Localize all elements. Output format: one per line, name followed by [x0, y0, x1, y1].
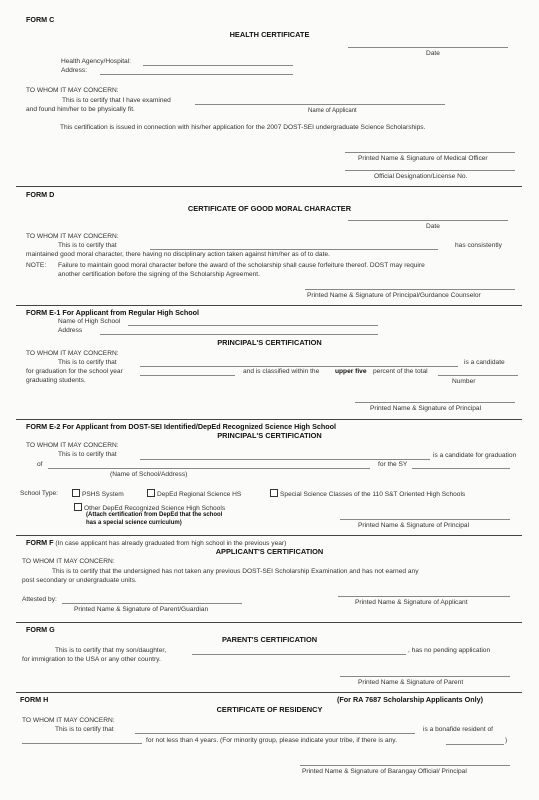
form-e1-line2-d: percent of the total — [373, 368, 428, 375]
form-e2-line1-a: This is to certify that — [58, 451, 117, 458]
form-divider — [16, 186, 522, 187]
form-d-line1-a: This is to certify that — [58, 242, 117, 249]
form-divider — [16, 305, 522, 306]
form-e2-school-caption: (Name of School/Address) — [110, 471, 188, 478]
form-e2-line1-b: is a candidate for graduation — [433, 452, 517, 459]
form-h-line2-b: ) — [505, 737, 508, 744]
regional-science-checkbox[interactable] — [147, 489, 155, 497]
form-d-date-caption: Date — [426, 223, 440, 230]
form-e1-number-caption: Number — [452, 378, 476, 385]
form-e1-address-line[interactable] — [100, 334, 378, 335]
form-d-date-line[interactable] — [348, 220, 508, 221]
form-c-line1: This is to certify that I have examined — [62, 97, 171, 104]
form-h-title: CERTIFICATE OF RESIDENCY — [216, 705, 323, 714]
form-c-sig2: Official Designation/License No. — [374, 173, 468, 180]
form-h-line1-b: is a bonafide resident of — [423, 726, 494, 733]
form-e1-number-line[interactable] — [438, 375, 518, 376]
form-d-note-line1: Failure to maintain good moral character before the award of the scholarship shall cause forfeiture thereof. DOST may require — [58, 262, 425, 269]
form-e1-name-line[interactable] — [140, 366, 458, 367]
form-d-title: CERTIFICATE OF GOOD MORAL CHARACTER — [187, 204, 352, 213]
form-c-agency-label: Health Agency/Hospital: — [61, 58, 132, 65]
pshs-checkbox[interactable] — [72, 489, 80, 497]
form-c-to-whom: TO WHOM IT MAY CONCERN: — [26, 87, 119, 94]
form-e1-line2-a: for graduation for the school year — [26, 368, 123, 375]
form-e1-line2-b: and is classified within the — [243, 368, 320, 375]
form-e1-sig-line[interactable] — [355, 402, 515, 403]
school-type-option-regional[interactable] — [147, 489, 241, 499]
form-e1-school-line[interactable] — [128, 325, 378, 326]
form-h-label: FORM H — [20, 695, 49, 704]
form-f-label-note: (In case applicant has already graduated from high school in the previous year) — [55, 540, 287, 547]
form-c-applicant-line[interactable] — [195, 104, 445, 105]
school-type-option-special[interactable] — [270, 489, 465, 499]
form-g-line1-a: This is to certify that my son/daughter, — [55, 647, 167, 654]
form-g-name-line[interactable] — [192, 654, 406, 655]
form-c-date-line[interactable] — [348, 47, 508, 48]
form-g-line1-b: , has no pending application — [408, 647, 491, 654]
form-g-sig-line[interactable] — [340, 676, 510, 677]
form-d-note-line2: another certification before the signing of the Scholarship Agreement. — [58, 271, 260, 278]
form-c-sig1-line[interactable] — [345, 152, 515, 153]
school-type-option-pshs[interactable] — [72, 489, 124, 499]
form-e2-type-label: School Type: — [20, 490, 59, 497]
form-e1-line3: graduating students. — [26, 377, 86, 384]
form-divider — [16, 692, 522, 693]
form-f-line2: post secondary or undergraduate units. — [22, 577, 137, 584]
form-e2-sy-line[interactable] — [412, 468, 510, 469]
form-e1-line1-a: This is to certify that — [58, 359, 117, 366]
form-e2-sig-line[interactable] — [340, 519, 510, 520]
form-f-parent-sig-line[interactable] — [62, 603, 242, 604]
form-f-sig-parent: Printed Name & Signature of Parent/Guardian — [74, 606, 209, 613]
special-science-label: Special Science Classes of the 110 S&T Oriented High Schools — [280, 491, 466, 498]
form-d-name-line[interactable] — [150, 249, 438, 250]
form-c-label: FORM C — [26, 15, 55, 24]
regional-science-label: DepEd Regional Science HS — [157, 491, 242, 498]
form-e2-school-line[interactable] — [48, 468, 370, 469]
form-divider — [16, 622, 522, 623]
form-c-sig1: Printed Name & Signature of Medical Officer — [358, 155, 488, 162]
form-e2-label: FORM E-2 For Applicant from DOST-SEI Identified/DepEd Recognized Science High School — [26, 422, 337, 431]
form-f-attested: Attested by: — [22, 596, 57, 603]
form-d-sig-line[interactable] — [305, 289, 515, 290]
form-h-to-whom: TO WHOM IT MAY CONCERN: — [22, 717, 115, 724]
form-h-name-line[interactable] — [135, 733, 415, 734]
form-divider — [16, 535, 522, 536]
form-c-address-label: Address: — [61, 67, 88, 74]
form-c-title: HEALTH CERTIFICATE — [229, 30, 310, 39]
form-e1-line1-b: is a candidate — [464, 359, 505, 366]
form-f-label: FORM F — [26, 538, 54, 547]
form-e1-sig: Printed Name & Signature of Principal — [370, 405, 482, 412]
form-h-line1-a: This is to certify that — [55, 726, 114, 733]
form-e1-address-label: Address — [58, 327, 83, 334]
form-e1-title: PRINCIPAL'S CERTIFICATION — [217, 338, 322, 347]
form-h-sig-line[interactable] — [300, 765, 510, 766]
form-f-applicant-sig-line[interactable] — [338, 596, 510, 597]
other-science-checkbox[interactable] — [74, 503, 82, 511]
form-e2-attach1: (Attach certification from DepEd that the school — [86, 512, 223, 518]
form-h-sig: Printed Name & Signature of Barangay Official/ Principal — [302, 768, 467, 775]
form-e2-to-whom: TO WHOM IT MAY CONCERN: — [26, 442, 119, 449]
form-d-sig: Printed Name & Signature of Principal/Gurdance Counselor — [307, 292, 481, 299]
special-science-checkbox[interactable] — [270, 489, 278, 497]
form-c-agency-line[interactable] — [143, 65, 293, 66]
form-f-title: APPLICANT'S CERTIFICATION — [215, 547, 324, 556]
form-c-address-line[interactable] — [100, 74, 293, 75]
form-h-tribe-line[interactable] — [446, 744, 504, 745]
pshs-label: PSHS System — [82, 491, 124, 498]
form-d-note-label: NOTE: — [26, 262, 47, 269]
form-f-sig-applicant: Printed Name & Signature of Applicant — [355, 599, 468, 606]
form-h-note: (For RA 7687 Scholarship Applicants Only) — [337, 695, 484, 704]
form-divider — [16, 419, 522, 420]
form-e1-line2-c: upper five — [335, 368, 367, 375]
form-g-line2: for immigration to the USA or any other country. — [22, 656, 161, 663]
form-e1-school-label: Name of High School — [58, 318, 121, 325]
form-c-line2: and found him/her to be physically fit. — [26, 106, 135, 113]
form-g-label: FORM G — [26, 625, 55, 634]
form-e2-title: PRINCIPAL'S CERTIFICATION — [217, 431, 322, 440]
form-e2-sy: for the SY — [378, 461, 408, 468]
form-f-to-whom: TO WHOM IT MAY CONCERN: — [22, 558, 115, 565]
form-h-place-line[interactable] — [22, 743, 142, 744]
other-science-label: Other DepEd Recognized Science High Schools — [84, 505, 226, 512]
form-e2-name-line[interactable] — [140, 459, 430, 460]
form-h-line2-a: for not less than 4 years. (For minority group, please indicate your tribe, if there is any. — [146, 737, 397, 744]
form-e2-sig: Printed Name & Signature of Principal — [358, 522, 470, 529]
form-c-name-caption: Name of Applicant — [308, 108, 357, 114]
form-c-line3: This certification is issued in connection with his/her application for the 2007 DOST-SEI undergraduate Science Scholarships. — [60, 124, 426, 131]
form-g-sig: Printed Name & Signature of Parent — [358, 679, 464, 686]
form-c-sig2-line[interactable] — [345, 170, 515, 171]
form-e2-attach2: has a special science curriculum) — [86, 520, 182, 526]
form-f-line1: This is to certify that the undersigned has not taken any previous DOST-SEI Scholarship Examination and has not earned any — [52, 568, 419, 575]
form-d-to-whom: TO WHOM IT MAY CONCERN: — [26, 233, 119, 240]
form-d-line1-b: has consistently — [455, 242, 502, 249]
form-e1-label: FORM E-1 For Applicant from Regular High School — [26, 308, 200, 317]
form-d-line2: maintained good moral character, there having no disciplinary action taken against him/her as of to date. — [26, 251, 330, 258]
form-g-title: PARENT'S CERTIFICATION — [221, 635, 318, 644]
form-e1-year-line[interactable] — [140, 375, 235, 376]
form-c-date-caption: Date — [426, 50, 440, 57]
form-e2-of: of — [37, 461, 43, 468]
form-e1-to-whom: TO WHOM IT MAY CONCERN: — [26, 350, 119, 357]
form-d-label: FORM D — [26, 190, 55, 199]
